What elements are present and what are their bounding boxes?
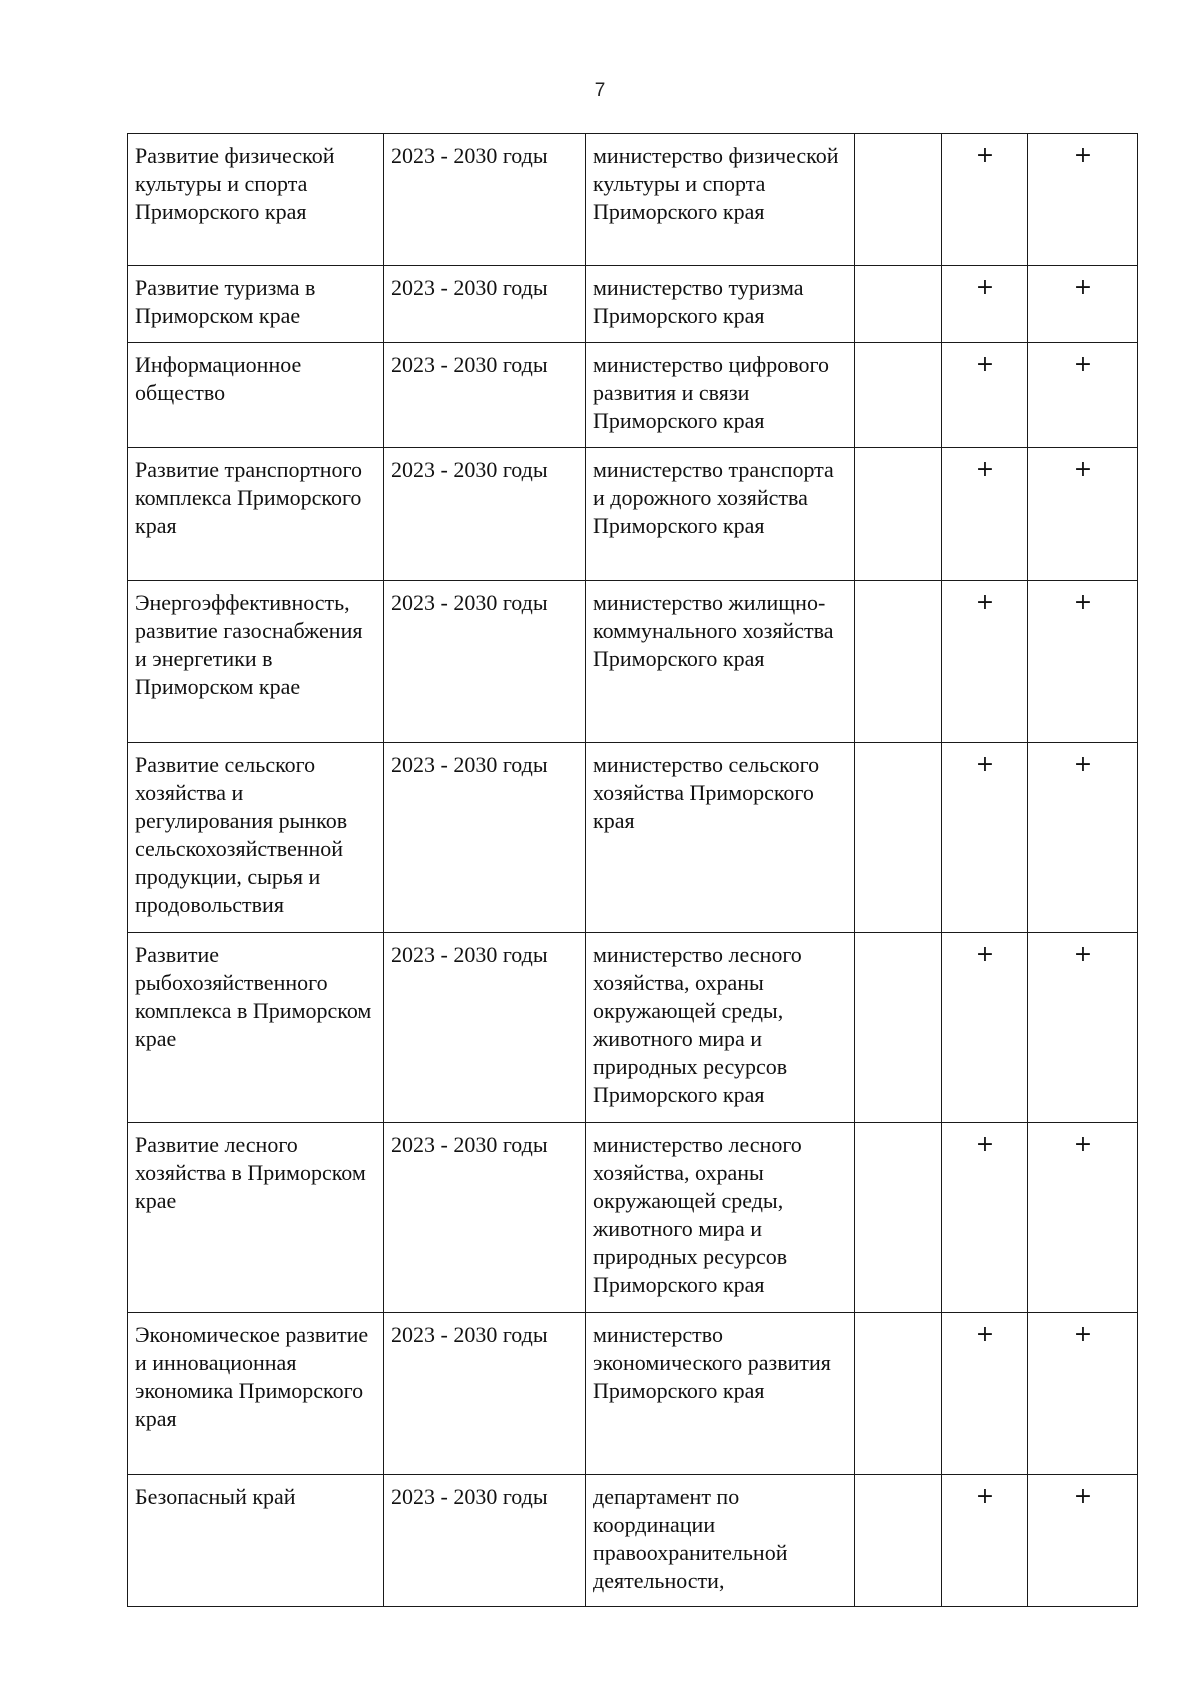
table-row bbox=[128, 1313, 1138, 1475]
table-row bbox=[128, 1123, 1138, 1313]
empty-cell bbox=[855, 134, 942, 266]
program-name-cell: Развитие туризма в Приморском крае bbox=[128, 266, 384, 343]
page-number: 7 bbox=[594, 80, 606, 101]
plus-mark: + bbox=[942, 743, 1028, 933]
executor-cell: министерство сельского хозяйства Приморского края bbox=[586, 743, 855, 933]
plus-mark: + bbox=[1028, 933, 1138, 1123]
plus-mark: + bbox=[1028, 1475, 1138, 1607]
empty-cell bbox=[855, 1475, 942, 1607]
period-cell: 2023 - 2030 годы bbox=[384, 134, 586, 266]
executor-cell: министерство жилищно-коммунального хозяйства Приморского края bbox=[586, 581, 855, 743]
empty-cell bbox=[855, 448, 942, 581]
period-cell: 2023 - 2030 годы bbox=[384, 581, 586, 743]
table-row bbox=[128, 448, 1138, 581]
plus-mark: + bbox=[942, 1313, 1028, 1475]
executor-cell: министерство транспорта и дорожного хозяйства Приморского края bbox=[586, 448, 855, 581]
plus-mark: + bbox=[1028, 743, 1138, 933]
period-cell: 2023 - 2030 годы bbox=[384, 1313, 586, 1475]
period-cell: 2023 - 2030 годы bbox=[384, 343, 586, 448]
programs-table bbox=[127, 133, 1138, 1607]
period-cell: 2023 - 2030 годы bbox=[384, 743, 586, 933]
plus-mark: + bbox=[1028, 1123, 1138, 1313]
plus-mark: + bbox=[1028, 343, 1138, 448]
program-name-cell: Информационное общество bbox=[128, 343, 384, 448]
plus-mark: + bbox=[1028, 448, 1138, 581]
table-row bbox=[128, 933, 1138, 1123]
program-name-cell: Энергоэффективность, развитие газоснабжения и энергетики в Приморском крае bbox=[128, 581, 384, 743]
plus-mark: + bbox=[942, 266, 1028, 343]
plus-mark: + bbox=[942, 343, 1028, 448]
plus-mark: + bbox=[942, 448, 1028, 581]
table-row bbox=[128, 134, 1138, 266]
plus-mark: + bbox=[942, 134, 1028, 266]
empty-cell bbox=[855, 933, 942, 1123]
table-row bbox=[128, 581, 1138, 743]
empty-cell bbox=[855, 266, 942, 343]
plus-mark: + bbox=[942, 1475, 1028, 1607]
table-row bbox=[128, 266, 1138, 343]
executor-cell: департамент по координации правоохранительной деятельности, bbox=[586, 1475, 855, 1607]
executor-cell: министерство цифрового развития и связи Приморского края bbox=[586, 343, 855, 448]
plus-mark: + bbox=[1028, 581, 1138, 743]
program-name-cell: Развитие рыбохозяйственного комплекса в Приморском крае bbox=[128, 933, 384, 1123]
program-name-cell: Развитие транспортного комплекса Приморского края bbox=[128, 448, 384, 581]
executor-cell: министерство лесного хозяйства, охраны окружающей среды, животного мира и природных ресурсов Приморского края bbox=[586, 1123, 855, 1313]
plus-mark: + bbox=[942, 1123, 1028, 1313]
period-cell: 2023 - 2030 годы bbox=[384, 266, 586, 343]
executor-cell: министерство лесного хозяйства, охраны окружающей среды, животного мира и природных ресурсов Приморского края bbox=[586, 933, 855, 1123]
period-cell: 2023 - 2030 годы bbox=[384, 1123, 586, 1313]
period-cell: 2023 - 2030 годы bbox=[384, 933, 586, 1123]
executor-cell: министерство экономического развития Приморского края bbox=[586, 1313, 855, 1475]
program-name-cell: Развитие сельского хозяйства и регулирования рынков сельскохозяйственной продукции, сырья и продовольствия bbox=[128, 743, 384, 933]
empty-cell bbox=[855, 1313, 942, 1475]
program-name-cell: Развитие физической культуры и спорта Приморского края bbox=[128, 134, 384, 266]
plus-mark: + bbox=[1028, 266, 1138, 343]
period-cell: 2023 - 2030 годы bbox=[384, 1475, 586, 1607]
plus-mark: + bbox=[942, 933, 1028, 1123]
executor-cell: министерство туризма Приморского края bbox=[586, 266, 855, 343]
program-name-cell: Безопасный край bbox=[128, 1475, 384, 1607]
plus-mark: + bbox=[1028, 1313, 1138, 1475]
program-name-cell: Экономическое развитие и инновационная экономика Приморского края bbox=[128, 1313, 384, 1475]
program-name-cell: Развитие лесного хозяйства в Приморском крае bbox=[128, 1123, 384, 1313]
plus-mark: + bbox=[1028, 134, 1138, 266]
empty-cell bbox=[855, 743, 942, 933]
table-row bbox=[128, 743, 1138, 933]
empty-cell bbox=[855, 343, 942, 448]
plus-mark: + bbox=[942, 581, 1028, 743]
table-row bbox=[128, 1475, 1138, 1607]
executor-cell: министерство физической культуры и спорта Приморского края bbox=[586, 134, 855, 266]
empty-cell bbox=[855, 581, 942, 743]
empty-cell bbox=[855, 1123, 942, 1313]
period-cell: 2023 - 2030 годы bbox=[384, 448, 586, 581]
table-row bbox=[128, 343, 1138, 448]
